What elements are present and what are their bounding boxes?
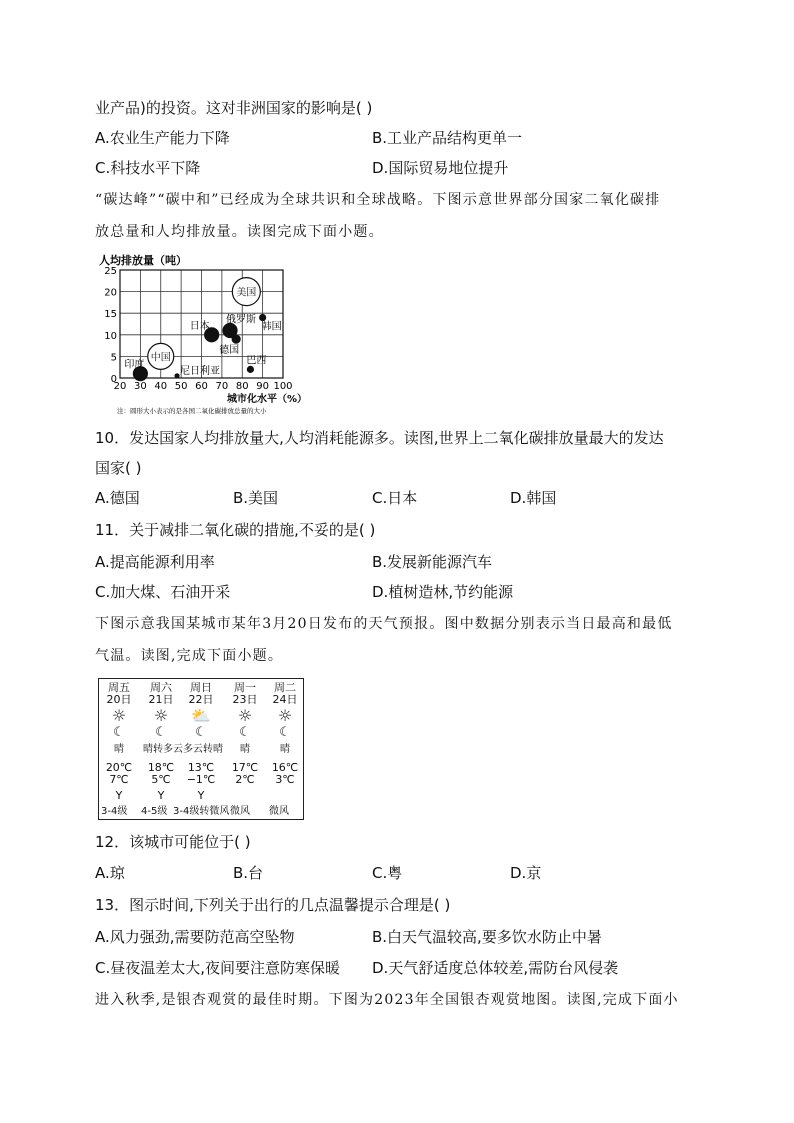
sun-icon: ☼ (277, 706, 293, 725)
y-tick-label: 20 (104, 287, 117, 299)
data-point (175, 374, 179, 378)
forecast-high: 20℃ (105, 761, 133, 774)
passage-text: 放总量和人均排放量。读图完成下面小题。 (95, 224, 384, 240)
option-a: A.琼 (95, 864, 125, 882)
partly-cloudy-icon: ⛅ (191, 706, 211, 725)
forecast-day (183, 679, 223, 802)
forecast-low: 5℃ (151, 773, 171, 786)
data-point-label: 德国 (219, 345, 240, 357)
forecast-high: 17℃ (231, 761, 259, 774)
x-tick-label: 100 (273, 381, 293, 392)
x-tick-label: 60 (195, 381, 208, 392)
x-tick-label: 70 (215, 381, 229, 392)
option-c: C.昼夜温差太大,夜间要注意防寒保暖 (95, 959, 341, 977)
forecast-date: 24日 (272, 693, 298, 706)
moon-icon: ☾ (113, 725, 125, 740)
data-point-label: 美国 (236, 287, 257, 299)
option-c: C.粤 (372, 864, 403, 882)
moon-icon: ☾ (155, 725, 167, 740)
forecast-low: 7℃ (109, 773, 129, 786)
weather-forecast-panel (98, 678, 304, 820)
option-c: C.科技水平下降 (95, 159, 201, 177)
forecast-date: 23日 (232, 693, 258, 706)
forecast-day (267, 679, 303, 790)
wind-arrow-icon: Y (157, 789, 165, 802)
passage-text: “碳达峰”“碳中和”已经成为全球共识和全球战略。下图示意世界部分国家二氧化碳排 (95, 192, 661, 208)
option-d: D.天气舒适度总体较差,需防台风侵袭 (372, 959, 619, 977)
forecast-low: −1℃ (186, 773, 216, 786)
x-tick-label: 80 (235, 381, 249, 392)
forecast-wind: 3-4级转微风 (173, 806, 230, 817)
option-d: D.国际贸易地位提升 (372, 159, 509, 177)
forecast-desc: 晴转多云 (143, 744, 183, 755)
moon-icon: ☾ (279, 725, 291, 740)
forecast-desc: 晴 (240, 744, 250, 755)
x-tick-label: 40 (154, 381, 168, 392)
forecast-date: 21日 (148, 693, 174, 706)
sun-icon: ☼ (237, 706, 253, 725)
option-b: B.台 (233, 864, 264, 882)
option-d: D.植树造林,节约能源 (372, 583, 514, 601)
forecast-wind: 微风 (269, 806, 289, 817)
data-point (260, 315, 266, 321)
wind-arrow-icon: Y (115, 789, 123, 802)
chart-ylabel: 人均排放量（吨） (99, 254, 187, 267)
x-tick-label: 90 (256, 381, 269, 392)
x-tick-label: 30 (134, 381, 147, 392)
chart-note: 注：圆形大小表示的是各国二氧化碳排放总量的大小 (117, 407, 267, 415)
x-tick-label: 50 (174, 381, 188, 392)
data-point-label: 中国 (150, 352, 171, 364)
passage-text: 气温。读图,完成下面小题。 (95, 648, 284, 664)
option-a: A.风力强劲,需要防范高空坠物 (95, 928, 295, 946)
data-point-label: 印度 (124, 359, 145, 371)
y-tick-label: 15 (104, 309, 117, 321)
forecast-high: 16℃ (271, 761, 299, 774)
sun-icon: ☼ (153, 706, 169, 725)
forecast-low: 2℃ (235, 773, 255, 786)
option-a: A.提高能源利用率 (95, 553, 215, 571)
forecast-weekday: 周二 (274, 681, 296, 694)
forecast-date: 22日 (188, 693, 214, 706)
forecast-day (143, 679, 183, 802)
data-point-label: 日本 (189, 320, 210, 332)
data-point (247, 366, 253, 372)
wind-arrow-icon: Y (197, 789, 205, 802)
option-b: B.美国 (233, 489, 279, 507)
forecast-weekday: 周一 (234, 681, 256, 694)
forecast-wind: 4-5级 (141, 806, 168, 817)
question-stem: 12．该城市可能位于( ) (95, 833, 251, 851)
option-b: B.工业产品结构更单一 (372, 129, 523, 147)
data-point-label: 韩国 (261, 321, 282, 333)
option-a: A.德国 (95, 489, 140, 507)
option-b: B.发展新能源汽车 (372, 553, 493, 571)
data-point (232, 335, 240, 343)
moon-icon: ☾ (195, 725, 207, 740)
forecast-wind: 微风 (230, 806, 250, 817)
data-point-label: 俄罗斯 (226, 314, 257, 326)
forecast-desc: 晴 (114, 744, 124, 755)
co2-emission-chart (95, 252, 310, 417)
y-tick-label: 25 (104, 266, 117, 277)
y-tick-label: 5 (110, 352, 117, 364)
question-stem: 10．发达国家人均排放量大,人均消耗能源多。读图,世界上二氧化碳排放量最大的发达 (95, 429, 664, 447)
moon-icon: ☾ (239, 725, 251, 740)
x-tick-label: 20 (113, 381, 127, 392)
forecast-weekday: 周六 (150, 681, 172, 694)
question-stem: 11．关于减排二氧化碳的措施,不妥的是( ) (95, 521, 376, 539)
passage-text: 下图示意我国某城市某年3月20日发布的天气预报。图中数据分别表示当日最高和最低 (95, 616, 673, 632)
option-d: D.京 (510, 864, 542, 882)
data-point-label: 巴西 (246, 355, 267, 367)
forecast-high: 13℃ (187, 761, 215, 774)
question-stem: 13．图示时间,下列关于出行的几点温馨提示合理是( ) (95, 896, 451, 914)
chart-xlabel: 城市化水平（%） (227, 394, 308, 405)
forecast-day (101, 679, 137, 802)
option-b: B.白天气温较高,要多饮水防止中暑 (372, 928, 602, 946)
question-stem: 业产品)的投资。这对非洲国家的影响是( ) (95, 99, 373, 117)
data-point-label: 尼日利亚 (180, 365, 221, 377)
sun-icon: ☼ (111, 706, 127, 725)
forecast-desc: 晴 (280, 744, 290, 755)
forecast-weekday: 周日 (190, 681, 212, 694)
forecast-low: 3℃ (275, 773, 295, 786)
option-c: C.日本 (372, 489, 418, 507)
forecast-date: 20日 (106, 693, 132, 706)
forecast-weekday: 周五 (108, 681, 130, 694)
forecast-wind: 3-4级 (101, 806, 128, 817)
option-a: A.农业生产能力下降 (95, 129, 230, 147)
passage-text: 进入秋季,是银杏观赏的最佳时期。下图为2023年全国银杏观赏地图。读图,完成下面小 (95, 992, 679, 1008)
y-tick-label: 10 (104, 330, 117, 342)
option-d: D.韩国 (510, 489, 557, 507)
option-c: C.加大煤、石油开采 (95, 583, 231, 601)
forecast-day (227, 679, 263, 790)
y-tick-label: 0 (110, 374, 117, 385)
forecast-desc: 多云转晴 (183, 744, 223, 755)
question-stem: 国家( ) (95, 459, 142, 477)
forecast-high: 18℃ (147, 761, 175, 774)
